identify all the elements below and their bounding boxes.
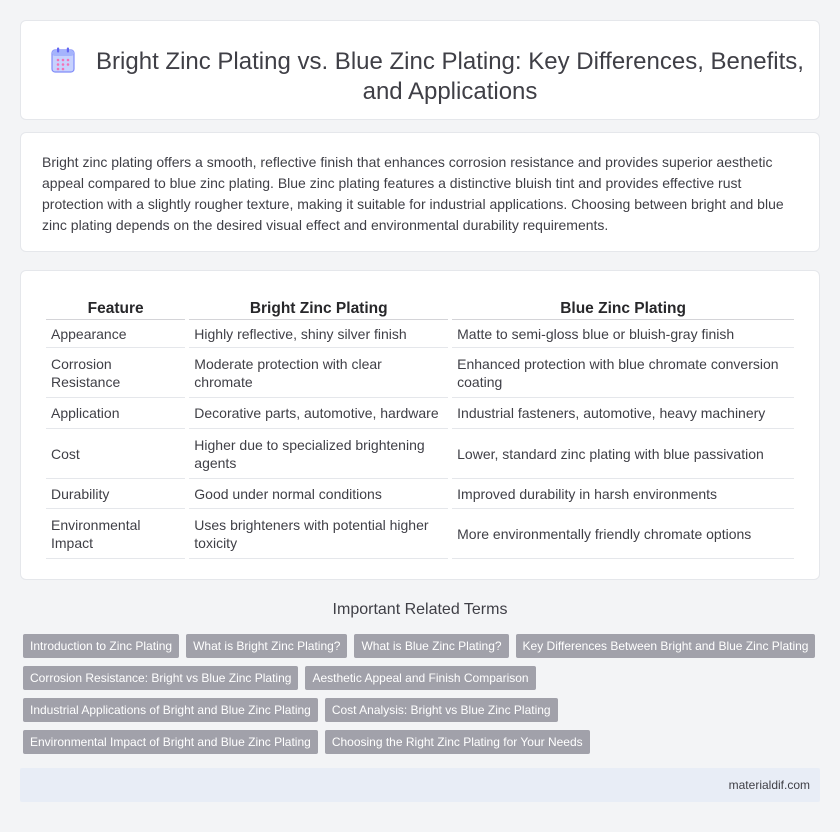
related-term-tag[interactable]: Industrial Applications of Bright and Blue Zinc Plating [23,698,318,722]
footer-site-link[interactable]: materialdif.com [728,778,810,792]
related-term-tag[interactable]: Key Differences Between Bright and Blue Zinc Plating [516,634,816,658]
table-cell: Enhanced protection with blue chromate conversion coating [452,348,794,398]
table-row [46,429,794,479]
table-row [46,320,794,348]
table-cell: Lower, standard zinc plating with blue passivation [452,429,794,479]
table-cell: Application [46,398,185,429]
comparison-table-card [20,270,820,580]
table-cell: Good under normal conditions [189,479,448,509]
table-cell: Corrosion Resistance [46,348,185,398]
related-term-tag[interactable]: Aesthetic Appeal and Finish Comparison [305,666,535,690]
table-cell: Decorative parts, automotive, hardware [189,398,448,429]
related-term-tag[interactable]: What is Bright Zinc Plating? [186,634,347,658]
table-cell: Matte to semi-gloss blue or bluish-gray finish [452,320,794,348]
tag-row [23,730,590,754]
table-header-cell: Blue Zinc Plating [452,294,794,320]
related-term-tag[interactable]: Corrosion Resistance: Bright vs Blue Zinc Plating [23,666,298,690]
table-row [46,479,794,509]
table-row [46,348,794,398]
table-cell: Appearance [46,320,185,348]
related-term-tag[interactable]: Introduction to Zinc Plating [23,634,179,658]
page-title: Bright Zinc Plating vs. Blue Zinc Plating: Key Differences, Benefits, and Applications [96,48,804,105]
table-header-cell: Bright Zinc Plating [189,294,448,320]
footer [20,768,820,802]
tag-row [23,666,536,690]
table-cell: Moderate protection with clear chromate [189,348,448,398]
title-card [20,20,820,120]
tag-row [23,698,558,722]
related-term-tag[interactable]: Environmental Impact of Bright and Blue Zinc Plating [23,730,318,754]
table-cell: Uses brighteners with potential higher toxicity [189,509,448,559]
related-term-tag[interactable]: What is Blue Zinc Plating? [354,634,508,658]
intro-card [20,132,820,252]
table-header-row [46,294,794,320]
table-cell: Improved durability in harsh environments [452,479,794,509]
table-row [46,509,794,559]
intro-paragraph: Bright zinc plating offers a smooth, reflective finish that enhances corrosion resistance and provides superior aesthetic appeal compared to blue zinc plating. Blue zinc plating features a distinctive bluish tint and provides effective rust protection with a slightly rougher texture, making it suitable for industrial applications. Choosing between bright and blue zinc plating depends on the desired visual effect and environmental durability requirements. [42,154,784,233]
table-row [46,398,794,429]
table-cell: Highly reflective, shiny silver finish [189,320,448,348]
table-cell: Higher due to specialized brightening agents [189,429,448,479]
table-cell: More environmentally friendly chromate options [452,509,794,559]
table-cell: Industrial fasteners, automotive, heavy machinery [452,398,794,429]
table-cell: Cost [46,429,185,479]
comparison-table [42,294,798,559]
related-term-tag[interactable]: Cost Analysis: Bright vs Blue Zinc Plating [325,698,558,722]
related-terms-heading: Important Related Terms [332,601,508,618]
related-term-tag[interactable]: Choosing the Right Zinc Plating for Your Needs [325,730,590,754]
table-cell: Environmental Impact [46,509,185,559]
calendar-icon [51,47,75,73]
table-cell: Durability [46,479,185,509]
tag-row [23,634,815,658]
table-header-cell: Feature [46,294,185,320]
